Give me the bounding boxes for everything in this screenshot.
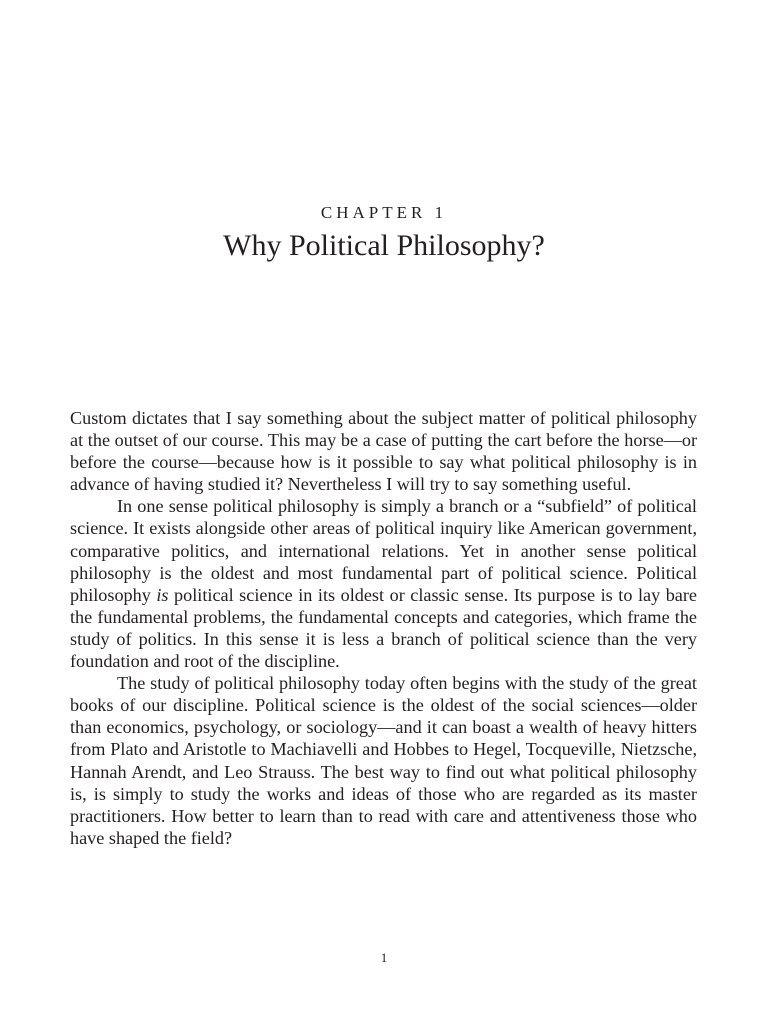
chapter-label: CHAPTER 1 bbox=[320, 203, 448, 222]
paragraph-1: Custom dictates that I say something about the subject matter of political philosophy at the outset of our course. This may be a case of putting the cart before the horse—or before the course—because how is it possible to say what political philosophy is in advance of having studied it? Nevertheless I will try to say something useful. bbox=[70, 408, 697, 495]
paragraph-2-emphasis: is bbox=[156, 584, 169, 605]
paragraph-2-text-before: In one sense political philosophy is simply a branch or a “subfield” of political science. It exists alongside other areas of political inquiry like American government, comparative politics, and international relations. Yet in another sense political philosophy is the oldest and most fundamental part of political science. Political philosophy bbox=[70, 496, 697, 605]
chapter-title: Why Political Philosophy? bbox=[223, 229, 545, 262]
page-number: 1 bbox=[380, 950, 388, 965]
body-text bbox=[70, 407, 697, 849]
paragraph-2-text-after: political science in its oldest or classic sense. Its purpose is to lay bare the fundamental problems, the fundamental concepts and categories, which frame the study of politics. In this sense it is less a branch of political science than the very foundation and root of the discipline. bbox=[70, 584, 697, 672]
paragraph-3: The study of political philosophy today often begins with the study of the great books of our discipline. Political science is the oldest of the social sciences—older than economics, psychology, or sociology—and it can boast a wealth of heavy hitters from Plato and Aristotle to Machiavelli and Hobbes to Hegel, Tocqueville, Nietzsche, Hannah Arendt, and Leo Strauss. The best way to find out what political philosophy is, is simply to study the works and ideas of those who are regarded as its master practitioners. How better to learn than to read with care and attentiveness those who have shaped the field? bbox=[70, 673, 697, 848]
paragraph-2 bbox=[70, 495, 697, 672]
